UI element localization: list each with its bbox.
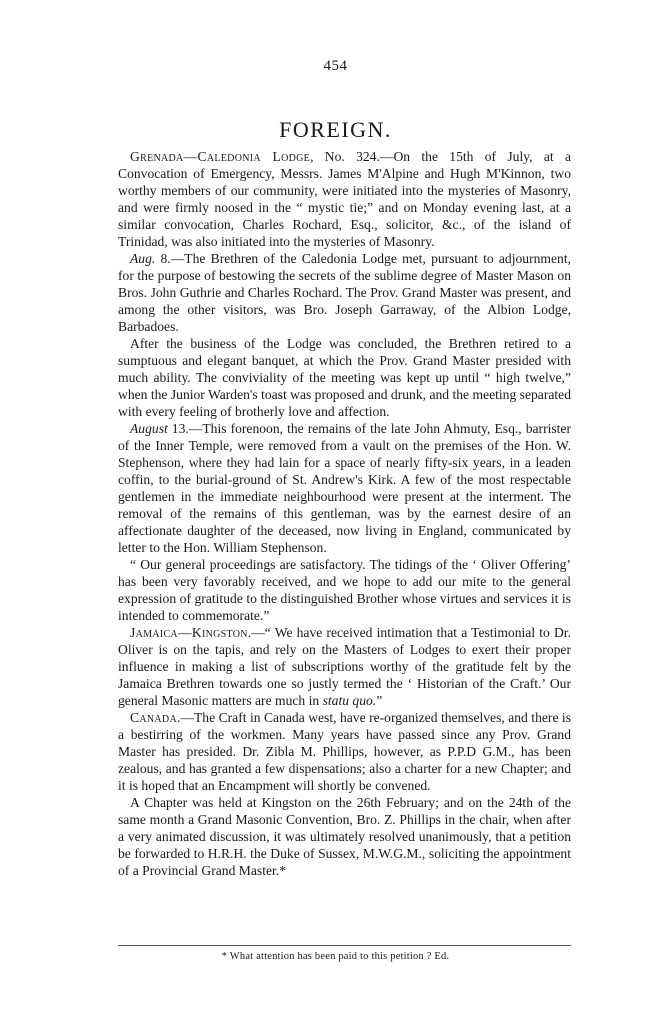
paragraph-text: 8.—The Brethren of the Caledonia Lodge met, pursuant to adjournment, for the purpose of bestowing the secrets of the sublime degree of Master Mason on Bros. John Guthrie and Charles Rochard. The Prov. Grand Master was present, and among the other visitors, was Bro. Joseph Garraway, of the Albion Lodge, Barbadoes.: [118, 251, 571, 334]
page-number: 454: [323, 58, 348, 74]
paragraph-grenada: [118, 148, 571, 250]
paragraph-lead: Jamaica—Kingston: [130, 625, 248, 640]
article-body: [118, 148, 571, 879]
footnote-divider: [118, 945, 571, 946]
paragraph-aug-8: [118, 250, 571, 335]
paragraph-text: A Chapter was held at Kingston on the 26th February; and on the 24th of the same month a Grand Masonic Convention, Bro. Z. Phillips in the chair, when after a very animated discussion, it was ultimately resolved unanimously, that a petition be forwarded to H.R.H. the Duke of Sussex, M.W.G.M., soliciting the appointment of a Provincial Grand Master.*: [118, 795, 571, 878]
paragraph-banquet: [118, 335, 571, 420]
paragraph-text: , No. 324.—On the 15th of July, at a Convocation of Emergency, Messrs. James M'Alpine and Hugh M'Kinnon, two worthy members of our community, were initiated into the mysteries of Masonry, and were firmly noosed in the “ mystic tie;” and on Monday evening last, at a similar convocation, Charles Rochard, Esq., solicitor, &c., of the island of Trinidad, was also initiated into the mysteries of Masonry.: [118, 149, 571, 249]
paragraph-date: August: [130, 421, 168, 436]
paragraph-aug-13: [118, 420, 571, 556]
footnote: * What attention has been paid to this petition ? Ed.: [221, 951, 450, 962]
paragraph-tail: ”: [376, 693, 383, 708]
paragraph-proceedings: [118, 556, 571, 624]
paragraph-italic-tail: statu quo.: [319, 693, 377, 708]
paragraph-text: 13.—This forenoon, the remains of the late John Ahmuty, Esq., barrister of the Inner Temple, were removed from a vault on the premises of the Hon. W. Stephenson, where they had lain for a space of nearly fifty-six years, in a leaden coffin, to the burial-ground of St. Andrew's Kirk. A few of the most respectable gentlemen in the immediate neighbourhood were present at the interment. The removal of the remains of this gentleman, was by the earnest desire of an affectionate daughter of the deceased, now living in England, communicated by letter to the Hon. William Stephenson.: [118, 421, 571, 555]
paragraph-text: After the business of the Lodge was concluded, the Brethren retired to a sumptuous and elegant banquet, at which the Prov. Grand Master presided with much ability. The conviviality of the meeting was kept up until “ high twelve,” when the Junior Warden's toast was proposed and drunk, and the meeting separated with every feeling of brotherly love and affection.: [118, 336, 571, 419]
section-title: FOREIGN.: [279, 117, 392, 142]
paragraph-text: .—The Craft in Canada west, have re-organized themselves, and there is a bestirring of the workmen. Many years have passed since any Prov. Grand Master has presided. Dr. Zibla M. Phillips, however, as P.P.D G.M., has been zealous, and has granted a few dispensations; also a charter for a new Chapter; and it is hoped that an Encampment will shortly be convened.: [118, 710, 571, 793]
paragraph-lead: Grenada—Caledonia Lodge: [130, 149, 311, 164]
paragraph-kingston-chapter: [118, 794, 571, 879]
paragraph-text: “ Our general proceedings are satisfactory. The tidings of the ‘ Oliver Offering’ has been very favorably received, and we hope to add our mite to the general expression of gratitude to the distinguished Brother whose virtues and services it is intended to commemorate.”: [118, 557, 571, 623]
paragraph-lead: Canada: [130, 710, 177, 725]
paragraph-text: .—“ We have received intimation that a Testimonial to Dr. Oliver is on the tapis, and rely on the Masters of Lodges to exert their proper influence in making a list of subscriptions worthy of the gratitude felt by the Jamaica Brethren towards one so justly termed the ‘ Historian of the Craft.’ Our general Masonic matters are much in: [118, 625, 571, 708]
paragraph-jamaica: [118, 624, 571, 709]
paragraph-canada: [118, 709, 571, 794]
paragraph-date: Aug.: [130, 251, 156, 266]
